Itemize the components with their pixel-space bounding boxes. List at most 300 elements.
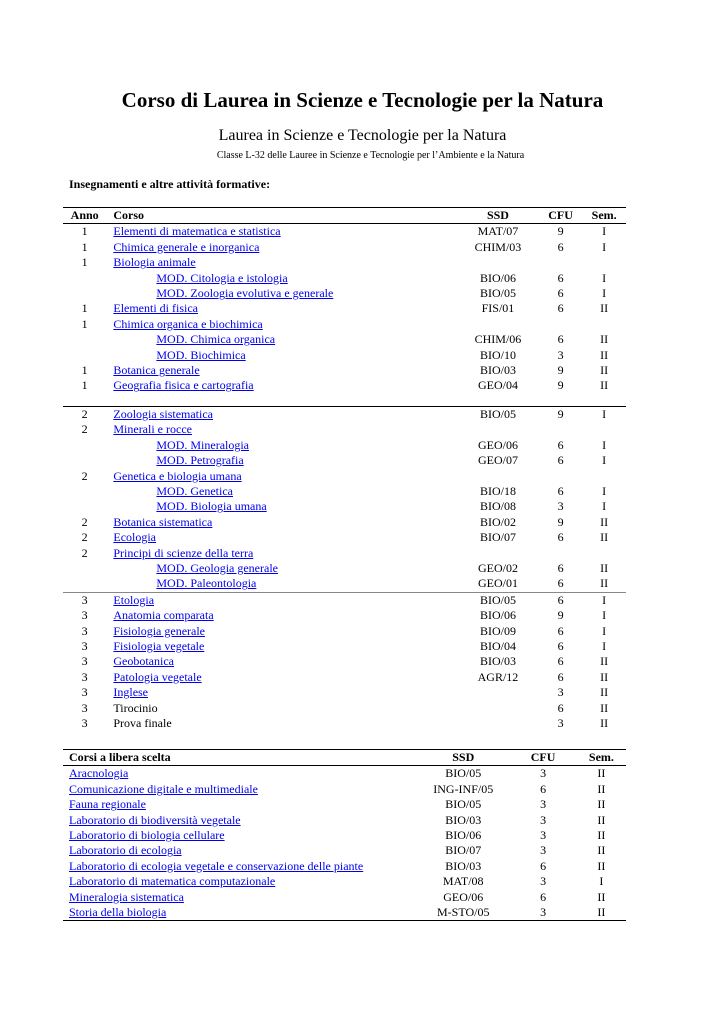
course-name: [106, 624, 457, 639]
module-name-link[interactable]: MOD. Geologia generale: [156, 560, 278, 575]
cfu-cell: 6: [557, 453, 564, 468]
course-name: [106, 240, 457, 255]
course-row: [63, 422, 626, 437]
elective-course-name-link[interactable]: Laboratorio di biologia cellulare: [69, 828, 225, 843]
elective-table-body: [63, 766, 626, 921]
anno-cell: 1: [81, 255, 88, 270]
cfu-cell: 3: [557, 685, 564, 700]
course-row: [63, 301, 626, 316]
elective-course-name-link[interactable]: Fauna regionale: [69, 797, 146, 812]
page-subtitle: Laurea in Scienze e Tecnologie per la Natura: [218, 127, 507, 144]
sem-cell: II: [597, 812, 606, 827]
sem-cell: II: [597, 858, 606, 873]
elective-course-name-link[interactable]: Comunicazione digitale e multimediale: [69, 781, 258, 796]
course-name-link[interactable]: Anatomia comparata: [113, 608, 214, 623]
cfu-cell: 6: [557, 560, 564, 575]
cfu-cell: 6: [557, 239, 564, 254]
elective-course-name-link[interactable]: Storia della biologia: [69, 905, 167, 920]
ssd-cell: BIO/05: [445, 797, 482, 812]
cfu-cell: [539, 546, 583, 561]
cfu-cell: 3: [540, 766, 547, 781]
sem-cell: II: [600, 530, 609, 545]
ssd-cell: FIS/01: [481, 301, 515, 316]
ssd-cell: GEO/01: [477, 576, 518, 591]
cfu-cell: 9: [557, 363, 564, 378]
course-row: [63, 592, 626, 608]
anno-cell: 2: [63, 406, 106, 422]
cfu-cell: 3: [540, 797, 547, 812]
ssd-cell: BIO/03: [445, 812, 482, 827]
sem-cell: II: [597, 766, 606, 781]
sem-cell: I: [602, 623, 607, 638]
course-name-link[interactable]: Minerali e rocce: [113, 422, 192, 437]
module-name-link[interactable]: MOD. Zoologia evolutiva e generale: [156, 286, 334, 301]
header-anno: Anno: [63, 208, 106, 224]
course-name: [106, 515, 457, 530]
ssd-cell: BIO/06: [479, 608, 516, 623]
sem-cell: II: [600, 576, 609, 591]
anno-cell: [63, 561, 106, 576]
elective-course-name-link[interactable]: Laboratorio di biodiversità vegetale: [69, 812, 241, 827]
cfu-cell: 6: [557, 654, 564, 669]
course-row: [63, 240, 626, 255]
cfu-cell: 3: [540, 812, 547, 827]
ssd-cell: [457, 469, 539, 484]
anno-cell: 3: [81, 623, 88, 638]
module-name-link[interactable]: MOD. Biologia umana: [156, 499, 267, 514]
module-row: [63, 286, 626, 301]
module-row: [63, 348, 626, 363]
elective-course-name: [63, 890, 417, 905]
courses-table: [63, 207, 626, 731]
sem-cell: II: [597, 797, 606, 812]
course-row: [63, 624, 626, 639]
cfu-cell: 6: [557, 638, 564, 653]
sem-cell: [582, 422, 626, 437]
sem-cell: II: [597, 828, 606, 843]
header-corsi-libera-scelta: Corsi a libera scelta: [63, 750, 417, 766]
anno-cell: [63, 271, 106, 286]
courses-table-header: [63, 208, 626, 224]
elective-row: [63, 843, 626, 858]
elective-course-name-link[interactable]: Mineralogia sistematica: [69, 889, 184, 904]
course-row: [63, 639, 626, 654]
section-heading: Insegnamenti e altre attività formative:: [69, 177, 271, 191]
cfu-cell: 6: [557, 301, 564, 316]
course-name: [106, 592, 457, 608]
sem-cell: I: [602, 270, 607, 285]
elective-course-name-link[interactable]: Aracnologia: [69, 766, 129, 781]
elective-row: [63, 797, 626, 812]
course-name-link[interactable]: Inglese: [113, 685, 149, 700]
module-row: [63, 271, 626, 286]
sem-cell: [582, 469, 626, 484]
module-name-link[interactable]: MOD. Paleontologia: [156, 576, 257, 591]
ssd-cell: BIO/05: [457, 592, 539, 608]
ssd-cell: [457, 685, 539, 700]
course-name-link[interactable]: Elementi di fisica: [113, 301, 198, 316]
ssd-cell: ING-INF/05: [433, 781, 494, 796]
module-name: [106, 499, 457, 514]
header-sem: Sem.: [577, 750, 626, 766]
cfu-cell: 6: [539, 592, 583, 608]
course-row: [63, 378, 626, 393]
course-name: [106, 317, 457, 332]
anno-cell: 1: [81, 363, 88, 378]
anno-cell: [63, 286, 106, 301]
cfu-cell: 6: [540, 858, 547, 873]
course-name-link[interactable]: Genetica e biologia umana: [113, 468, 242, 483]
sem-cell: II: [597, 781, 606, 796]
anno-cell: 3: [63, 592, 106, 608]
module-name-link[interactable]: MOD. Mineralogia: [156, 437, 250, 452]
course-row: [63, 224, 626, 240]
sem-cell: II: [600, 332, 609, 347]
ssd-cell: BIO/02: [479, 514, 516, 529]
ssd-cell: BIO/07: [479, 530, 516, 545]
sem-cell: II: [600, 363, 609, 378]
anno-cell: 3: [81, 638, 88, 653]
anno-cell: 1: [81, 239, 88, 254]
sem-cell: I: [599, 874, 604, 889]
course-name: [106, 639, 457, 654]
cfu-cell: 6: [557, 437, 564, 452]
header-cfu: CFU: [539, 208, 583, 224]
module-row: [63, 561, 626, 576]
ssd-cell: [457, 317, 539, 332]
elective-row: [63, 890, 626, 905]
course-row: [63, 530, 626, 545]
course-row: [63, 546, 626, 561]
cfu-cell: [539, 422, 583, 437]
sem-cell: I: [602, 437, 607, 452]
ssd-cell: BIO/05: [445, 766, 482, 781]
ssd-cell: BIO/05: [479, 286, 516, 301]
sem-cell: I: [582, 406, 626, 422]
sem-cell: I: [602, 499, 607, 514]
elective-row: [63, 782, 626, 797]
cfu-cell: 6: [557, 576, 564, 591]
anno-cell: 2: [81, 545, 88, 560]
header-ssd: SSD: [417, 750, 509, 766]
ssd-cell: BIO/09: [479, 623, 516, 638]
sem-cell: II: [600, 560, 609, 575]
anno-cell: 3: [81, 654, 88, 669]
ssd-cell: [457, 546, 539, 561]
cfu-cell: 3: [540, 828, 547, 843]
anno-cell: 1: [81, 378, 88, 393]
ssd-cell: GEO/06: [477, 437, 518, 452]
course-row: [63, 317, 626, 332]
module-name: [106, 484, 457, 499]
ssd-cell: M-STO/05: [417, 905, 509, 921]
elective-row: [63, 905, 626, 921]
ssd-cell: [457, 701, 539, 716]
year-separator: [63, 394, 626, 407]
cfu-cell: 9: [557, 608, 564, 623]
cfu-cell: 3: [540, 874, 547, 889]
elective-row: [63, 766, 626, 782]
course-name-link[interactable]: Patologia vegetale: [113, 669, 202, 684]
sem-cell: [582, 255, 626, 270]
sem-cell: I: [602, 286, 607, 301]
course-row: [63, 608, 626, 623]
ssd-cell: MAT/08: [442, 874, 484, 889]
elective-course-name: [63, 797, 417, 812]
course-name: Tirocinio: [113, 700, 158, 715]
course-row: [63, 469, 626, 484]
course-name-link[interactable]: Geografia fisica e cartografia: [113, 378, 254, 393]
course-name: [106, 224, 457, 240]
ssd-cell: AGR/12: [477, 669, 519, 684]
cfu-cell: 9: [539, 406, 583, 422]
anno-cell: 2: [81, 530, 88, 545]
module-name: [106, 576, 457, 592]
course-row: [63, 406, 626, 422]
elective-row: [63, 859, 626, 874]
ssd-cell: BIO/07: [445, 843, 482, 858]
sem-cell: I: [602, 453, 607, 468]
cfu-cell: 6: [557, 332, 564, 347]
course-name: [106, 422, 457, 437]
sem-cell: II: [600, 716, 609, 730]
elective-row: [63, 813, 626, 828]
course-row: [63, 670, 626, 685]
sem-cell: II: [577, 905, 626, 921]
course-row: [63, 363, 626, 378]
ssd-cell: [457, 255, 539, 270]
module-name-link[interactable]: MOD. Citologia e istologia: [156, 270, 288, 285]
course-name-link[interactable]: Principi di scienze della terra: [113, 545, 254, 560]
elective-course-name: [63, 766, 417, 782]
sem-cell: II: [600, 669, 609, 684]
cfu-cell: 3: [509, 905, 577, 921]
course-name: [106, 608, 457, 623]
anno-cell: [63, 484, 106, 499]
course-name-link[interactable]: Geobotanica: [113, 654, 174, 669]
anno-cell: 3: [81, 685, 88, 700]
ssd-cell: BIO/05: [457, 406, 539, 422]
module-row: [63, 332, 626, 347]
ssd-cell: GEO/04: [477, 378, 518, 393]
elective-course-name: [63, 874, 417, 889]
sem-cell: II: [600, 700, 609, 715]
course-row: [63, 685, 626, 700]
sem-cell: II: [600, 685, 609, 700]
course-name-link[interactable]: Chimica organica e biochimica: [113, 316, 263, 331]
module-name-link[interactable]: MOD. Chimica organica: [156, 332, 276, 347]
classe-note: Classe L-32 delle Lauree in Scienze e Tecnologie per l’Ambiente e la Natura: [216, 150, 525, 161]
anno-cell: [63, 499, 106, 514]
course-name: [106, 255, 457, 270]
module-name: [106, 561, 457, 576]
anno-cell: 3: [81, 669, 88, 684]
ssd-cell: BIO/03: [479, 654, 516, 669]
cfu-cell: [539, 317, 583, 332]
cfu-cell: 3: [557, 499, 564, 514]
anno-cell: 2: [81, 468, 88, 483]
module-name-link[interactable]: MOD. Biochimica: [156, 347, 246, 362]
elective-course-name-link[interactable]: Laboratorio di matematica computazionale: [69, 874, 276, 889]
cfu-cell: 6: [540, 889, 547, 904]
ssd-cell: BIO/06: [479, 270, 516, 285]
header-sem: Sem.: [582, 208, 626, 224]
module-row: [63, 576, 626, 592]
ssd-cell: CHIM/06: [474, 332, 522, 347]
sem-cell: I: [602, 224, 607, 239]
elective-course-name-link[interactable]: Laboratorio di ecologia vegetale e conservazione delle piante: [69, 858, 364, 873]
module-row: [63, 438, 626, 453]
sem-cell: [582, 317, 626, 332]
ssd-cell: CHIM/03: [474, 239, 522, 254]
course-name: [106, 685, 457, 700]
ssd-cell: BIO/06: [445, 828, 482, 843]
module-name-link[interactable]: MOD. Genetica: [156, 483, 233, 498]
course-name-link[interactable]: Zoologia sistematica: [113, 406, 213, 421]
cfu-cell: 9: [557, 514, 564, 529]
course-name: [106, 530, 457, 545]
sem-cell: I: [582, 592, 626, 608]
anno-cell: 1: [81, 224, 88, 239]
elective-course-name: [63, 859, 417, 874]
cfu-cell: 6: [557, 623, 564, 638]
course-name: [106, 378, 457, 393]
module-name: [106, 348, 457, 363]
cfu-cell: [539, 469, 583, 484]
courses-table-body: [63, 224, 626, 732]
course-row: [63, 701, 626, 716]
elective-course-name-link[interactable]: Laboratorio di ecologia: [69, 843, 182, 858]
sem-cell: II: [600, 514, 609, 529]
course-name: [106, 546, 457, 561]
module-name: [106, 438, 457, 453]
elective-courses-table: [63, 749, 626, 921]
cfu-cell: 6: [557, 530, 564, 545]
anno-cell: 3: [81, 700, 88, 715]
course-name: [106, 654, 457, 669]
sem-cell: I: [602, 239, 607, 254]
page-title: Corso di Laurea in Scienze e Tecnologie per la Natura: [121, 88, 604, 112]
elective-row: [63, 874, 626, 889]
course-name-link[interactable]: Biologia animale: [113, 255, 196, 270]
ssd-cell: GEO/02: [477, 560, 518, 575]
elective-row: [63, 828, 626, 843]
header-corso: Corso: [106, 208, 457, 224]
course-row: [63, 515, 626, 530]
module-name: [106, 286, 457, 301]
ssd-cell: BIO/18: [479, 483, 516, 498]
elective-course-name: [63, 828, 417, 843]
anno-cell: 1: [81, 301, 88, 316]
anno-cell: 2: [81, 514, 88, 529]
course-name-link[interactable]: Botanica sistematica: [113, 514, 213, 529]
anno-cell: 2: [81, 422, 88, 437]
course-name-link[interactable]: Ecologia: [113, 530, 157, 545]
elective-course-name: [63, 905, 417, 921]
cfu-cell: [539, 255, 583, 270]
course-name-link[interactable]: Chimica generale e inorganica: [113, 239, 260, 254]
elective-course-name: [63, 843, 417, 858]
anno-cell: 3: [81, 716, 88, 730]
module-name: [106, 453, 457, 468]
sem-cell: II: [597, 843, 606, 858]
course-name-link[interactable]: Etologia: [113, 592, 155, 607]
ssd-cell: BIO/03: [445, 858, 482, 873]
course-name-link[interactable]: Botanica generale: [113, 363, 200, 378]
course-row: [63, 654, 626, 669]
module-name: [106, 271, 457, 286]
anno-cell: 1: [81, 316, 88, 331]
cfu-cell: 6: [557, 700, 564, 715]
anno-cell: [63, 576, 106, 592]
module-row: [63, 453, 626, 468]
elective-course-name: [63, 813, 417, 828]
sem-cell: [582, 546, 626, 561]
course-name: [106, 469, 457, 484]
ssd-cell: [457, 422, 539, 437]
course-name: [106, 670, 457, 685]
course-name: [106, 363, 457, 378]
course-name: [106, 406, 457, 422]
ssd-cell: BIO/03: [479, 363, 516, 378]
anno-cell: [63, 332, 106, 347]
cfu-cell: 3: [540, 843, 547, 858]
module-row: [63, 499, 626, 514]
module-row: [63, 484, 626, 499]
module-name-link[interactable]: MOD. Petrografia: [156, 453, 244, 468]
ssd-cell: BIO/08: [479, 499, 516, 514]
cfu-cell: 6: [540, 781, 547, 796]
cfu-cell: 6: [557, 270, 564, 285]
elective-table-header: [63, 750, 626, 766]
ssd-cell: BIO/10: [479, 347, 516, 362]
course-row: [63, 716, 626, 731]
course-name-link[interactable]: Fisiologia generale: [113, 623, 205, 638]
sem-cell: I: [602, 638, 607, 653]
course-name-link[interactable]: Fisiologia vegetale: [113, 638, 205, 653]
ssd-cell: GEO/07: [477, 453, 518, 468]
course-name-link[interactable]: Elementi di matematica e statistica: [113, 224, 281, 239]
course-name: Prova finale: [113, 716, 172, 730]
sem-cell: II: [600, 378, 609, 393]
course-name: [106, 301, 457, 316]
anno-cell: 3: [81, 608, 88, 623]
cfu-cell: 6: [557, 669, 564, 684]
anno-cell: [63, 453, 106, 468]
anno-cell: [63, 438, 106, 453]
sem-cell: II: [597, 889, 606, 904]
sem-cell: II: [600, 654, 609, 669]
module-name: [106, 332, 457, 347]
cfu-cell: 3: [557, 347, 564, 362]
cfu-cell: 9: [557, 224, 564, 239]
sem-cell: I: [602, 608, 607, 623]
cfu-cell: 6: [557, 483, 564, 498]
cfu-cell: 3: [557, 716, 564, 730]
header-ssd: SSD: [457, 208, 539, 224]
sem-cell: II: [600, 301, 609, 316]
elective-course-name: [63, 782, 417, 797]
course-row: [63, 255, 626, 270]
ssd-cell: GEO/06: [443, 889, 484, 904]
cfu-cell: 6: [557, 286, 564, 301]
sem-cell: I: [602, 483, 607, 498]
cfu-cell: 9: [557, 378, 564, 393]
ssd-cell: MAT/07: [477, 224, 519, 239]
header-cfu: CFU: [509, 750, 577, 766]
sem-cell: II: [600, 347, 609, 362]
anno-cell: [63, 348, 106, 363]
